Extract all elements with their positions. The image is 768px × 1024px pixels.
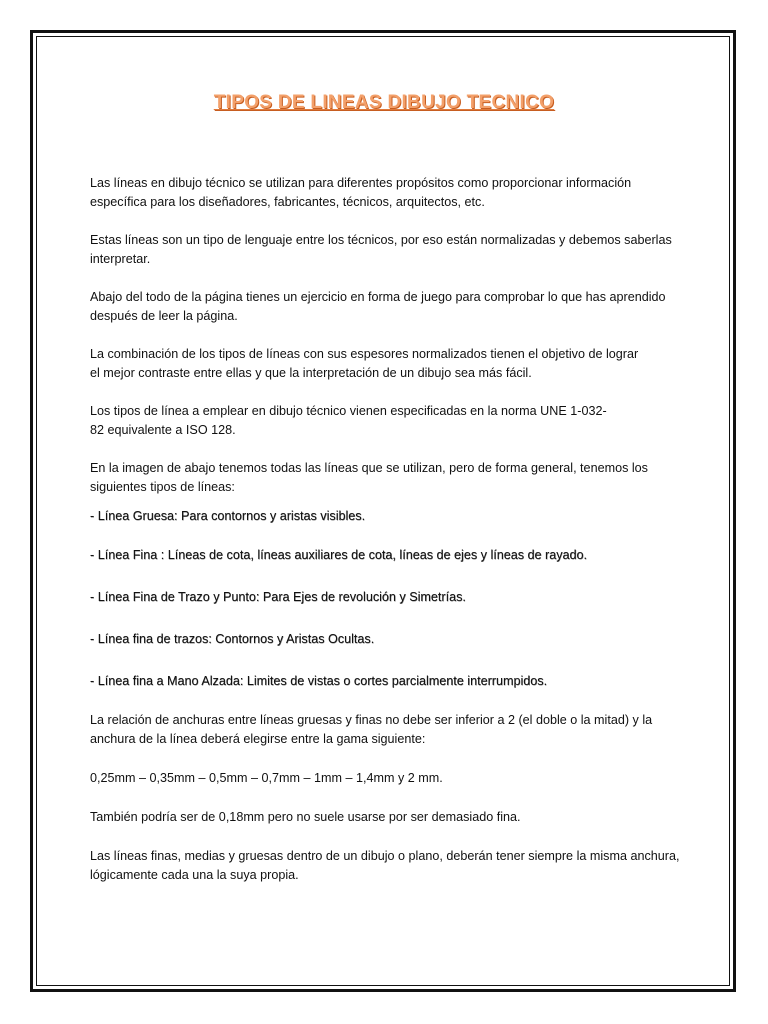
line-type-item: - Línea Gruesa: Para contornos y aristas visibles.: [90, 509, 366, 523]
paragraph-line: específica para los diseñadores, fabricantes, técnicos, arquitectos, etc.: [90, 195, 485, 209]
paragraph-line: interpretar.: [90, 252, 151, 266]
line-type-item: - Línea fina a Mano Alzada: Limites de vistas o cortes parcialmente interrumpidos.: [90, 674, 548, 688]
paragraph-line: La relación de anchuras entre líneas gruesas y finas no debe ser inferior a 2 (el doble o la mitad) y la: [90, 713, 653, 727]
paragraph-line: Los tipos de línea a emplear en dibujo técnico vienen especificadas en la norma UNE 1-032-: [90, 404, 607, 418]
line-width-range: 0,25mm – 0,35mm – 0,5mm – 0,7mm – 1mm – 1,4mm y 2 mm.: [90, 771, 443, 785]
paragraph-line: 82 equivalente a ISO 128.: [90, 423, 236, 437]
line-type-item: - Línea Fina : Líneas de cota, líneas auxiliares de cota, líneas de ejes y líneas de rayado.: [90, 548, 588, 562]
page-title: TIPOS DE LINEAS DIBUJO TECNICO: [213, 92, 555, 113]
paragraph-line: La combinación de los tipos de líneas con sus espesores normalizados tienen el objetivo de lograr: [90, 347, 639, 361]
line-type-item: - Línea fina de trazos: Contornos y Aristas Ocultas.: [90, 632, 375, 646]
paragraph-line: Abajo del todo de la página tienes un ejercicio en forma de juego para comprobar lo que has aprendido: [90, 290, 666, 304]
paragraph-line: También podría ser de 0,18mm pero no suele usarse por ser demasiado fina.: [90, 810, 521, 824]
paragraph-line: Las líneas en dibujo técnico se utilizan para diferentes propósitos como proporcionar información: [90, 176, 632, 190]
line-type-item: - Línea Fina de Trazo y Punto: Para Ejes de revolución y Simetrías.: [90, 590, 466, 604]
paragraph-line: lógicamente cada una la suya propia.: [90, 868, 299, 882]
paragraph-line: Estas líneas son un tipo de lenguaje entre los técnicos, por eso están normalizadas y debemos saberlas: [90, 233, 672, 247]
paragraph-line: después de leer la página.: [90, 309, 238, 323]
paragraph-line: el mejor contraste entre ellas y que la interpretación de un dibujo sea más fácil.: [90, 366, 532, 380]
document-body: [90, 174, 694, 885]
paragraph-line: siguientes tipos de líneas:: [90, 480, 235, 494]
paragraph-line: Las líneas finas, medias y gruesas dentro de un dibujo o plano, deberán tener siempre la misma anchura,: [90, 849, 680, 863]
paragraph-line: En la imagen de abajo tenemos todas las líneas que se utilizan, pero de forma general, tenemos los: [90, 461, 648, 475]
paragraph-line: anchura de la línea deberá elegirse entre la gama siguiente:: [90, 732, 426, 746]
